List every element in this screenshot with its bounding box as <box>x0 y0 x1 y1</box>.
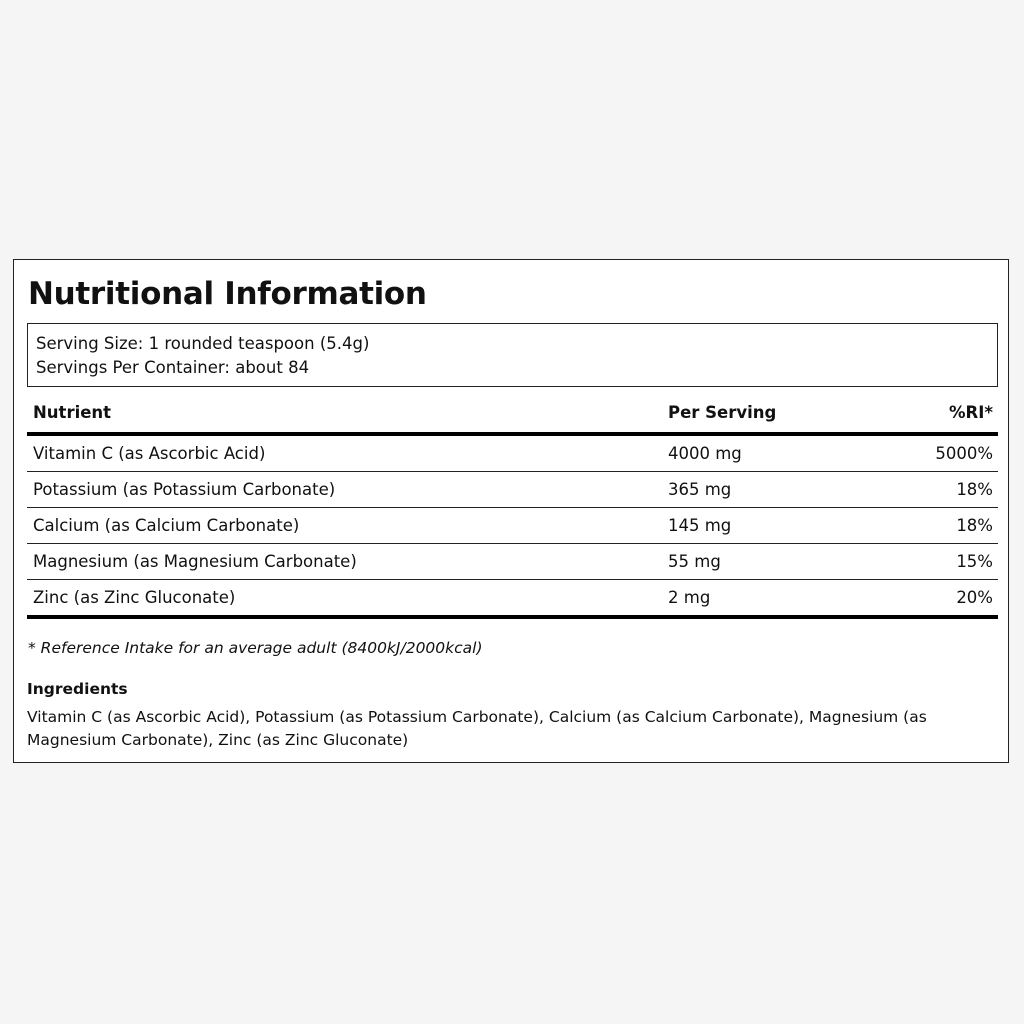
nutrient-table-header <box>27 394 998 436</box>
nutrient-amount: 55 mg <box>668 552 721 571</box>
nutrient-table <box>27 394 998 619</box>
nutrient-ri: 20% <box>956 588 993 607</box>
nutrient-amount: 145 mg <box>668 516 732 535</box>
nutrient-name: Vitamin C (as Ascorbic Acid) <box>33 444 266 463</box>
header-nutrient: Nutrient <box>33 403 112 422</box>
nutrient-name: Zinc (as Zinc Gluconate) <box>33 588 236 607</box>
table-row <box>27 544 998 580</box>
nutrient-ri: 18% <box>956 480 993 499</box>
nutrient-amount: 365 mg <box>668 480 732 499</box>
nutrient-ri: 18% <box>956 516 993 535</box>
nutrient-amount: 2 mg <box>668 588 711 607</box>
nutrient-amount: 4000 mg <box>668 444 742 463</box>
nutrient-ri: 5000% <box>935 444 993 463</box>
label-title: Nutritional Information <box>28 276 427 312</box>
nutrition-label-panel <box>13 259 1009 763</box>
ingredients-text: Vitamin C (as Ascorbic Acid), Potassium (as Potassium Carbonate), Calcium (as Calcium Carbonate), Magnesium (as Magnesium Carbonate), Zinc (as Zinc Gluconate) <box>27 708 927 749</box>
serving-info-box <box>27 323 998 387</box>
serving-size: Serving Size: 1 rounded teaspoon (5.4g) <box>36 334 370 353</box>
nutrient-name: Magnesium (as Magnesium Carbonate) <box>33 552 357 571</box>
table-row <box>27 472 998 508</box>
reference-intake-footnote: * Reference Intake for an average adult (8400kJ/2000kcal) <box>28 639 483 657</box>
nutrient-name: Calcium (as Calcium Carbonate) <box>33 516 300 535</box>
ingredients-heading: Ingredients <box>27 680 128 698</box>
table-row <box>27 580 998 619</box>
header-per-serving: Per Serving <box>668 403 777 422</box>
table-row <box>27 508 998 544</box>
nutrient-ri: 15% <box>956 552 993 571</box>
nutrient-name: Potassium (as Potassium Carbonate) <box>33 480 336 499</box>
servings-per-container: Servings Per Container: about 84 <box>36 358 310 377</box>
header-ri: %RI* <box>948 403 993 422</box>
table-row <box>27 436 998 472</box>
